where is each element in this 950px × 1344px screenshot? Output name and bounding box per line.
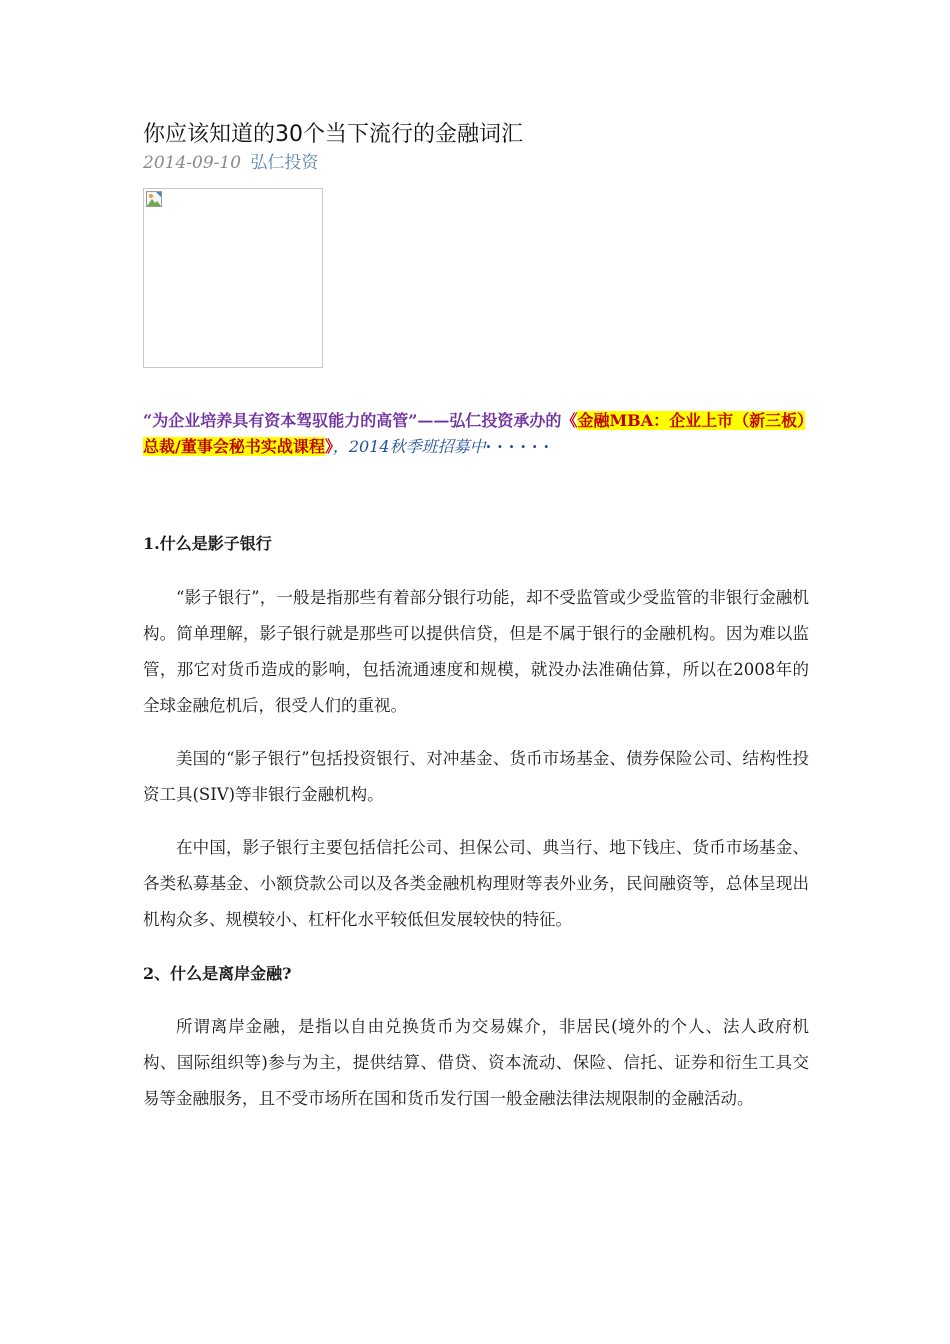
article-title: 你应该知道的30个当下流行的金融词汇 — [143, 122, 523, 147]
paragraph: 所谓离岸金融，是指以自由兑换货币为交易媒介，非居民(境外的个人、法人政府机构、国际组织等)参与为主，提供结算、借贷、资本流动、保险、信托、证券和衍生工具交易等金融服务，且不受市场所在国和货币发行国一般金融法律法规限制的金融活动。 — [143, 1017, 809, 1108]
publish-date: 2014-09-10 — [143, 153, 242, 173]
paragraph: “影子银行”，一般是指那些有着部分银行功能，却不受监管或少受监管的非银行金融机构。简单理解，影子银行就是那些可以提供信贷，但是不属于银行的金融机构。因为难以监管，那它对货币造成的影响，包括流通速度和规模，就没办法准确估算，所以在2008年的全球金融危机后，很受人们的重视。 — [143, 588, 809, 715]
promo-org: 弘仁投资承办的 — [449, 411, 562, 430]
paragraph: 在中国，影子银行主要包括信托公司、担保公司、典当行、地下钱庄、货币市场基金、各类私募基金、小额贷款公司以及各类金融机构理财等表外业务，民间融资等，总体呈现出机构众多、规模较小、杠杆化水平较低但发展较快的特征。 — [143, 838, 809, 929]
section-heading: 2、什么是离岸金融? — [143, 964, 292, 983]
promo-bracket-open: 《 — [561, 411, 578, 430]
broken-image — [143, 188, 323, 368]
course-promo — [143, 408, 809, 460]
article — [143, 118, 809, 1117]
promo-quote: “为企业培养具有资本驾驭能力的高管”—— — [143, 411, 450, 430]
paragraph: 美国的“影子银行”包括投资银行、对冲基金、货币市场基金、债券保险公司、结构性投资工具(SIV)等非银行金融机构。 — [143, 749, 809, 804]
promo-bracket-close: 》 — [324, 437, 333, 456]
broken-image-icon — [146, 191, 162, 207]
promo-dots: ······ — [485, 437, 556, 456]
article-meta — [143, 152, 809, 174]
promo-recruit: ，2014秋季班招募中 — [332, 437, 486, 456]
promo-course-link[interactable]: 金融MBA：企业上市（新三板）总裁/董事会秘书实战课程 — [143, 411, 806, 456]
author-link[interactable]: 弘仁投资 — [250, 153, 319, 173]
section-heading: 1.什么是影子银行 — [143, 534, 272, 553]
